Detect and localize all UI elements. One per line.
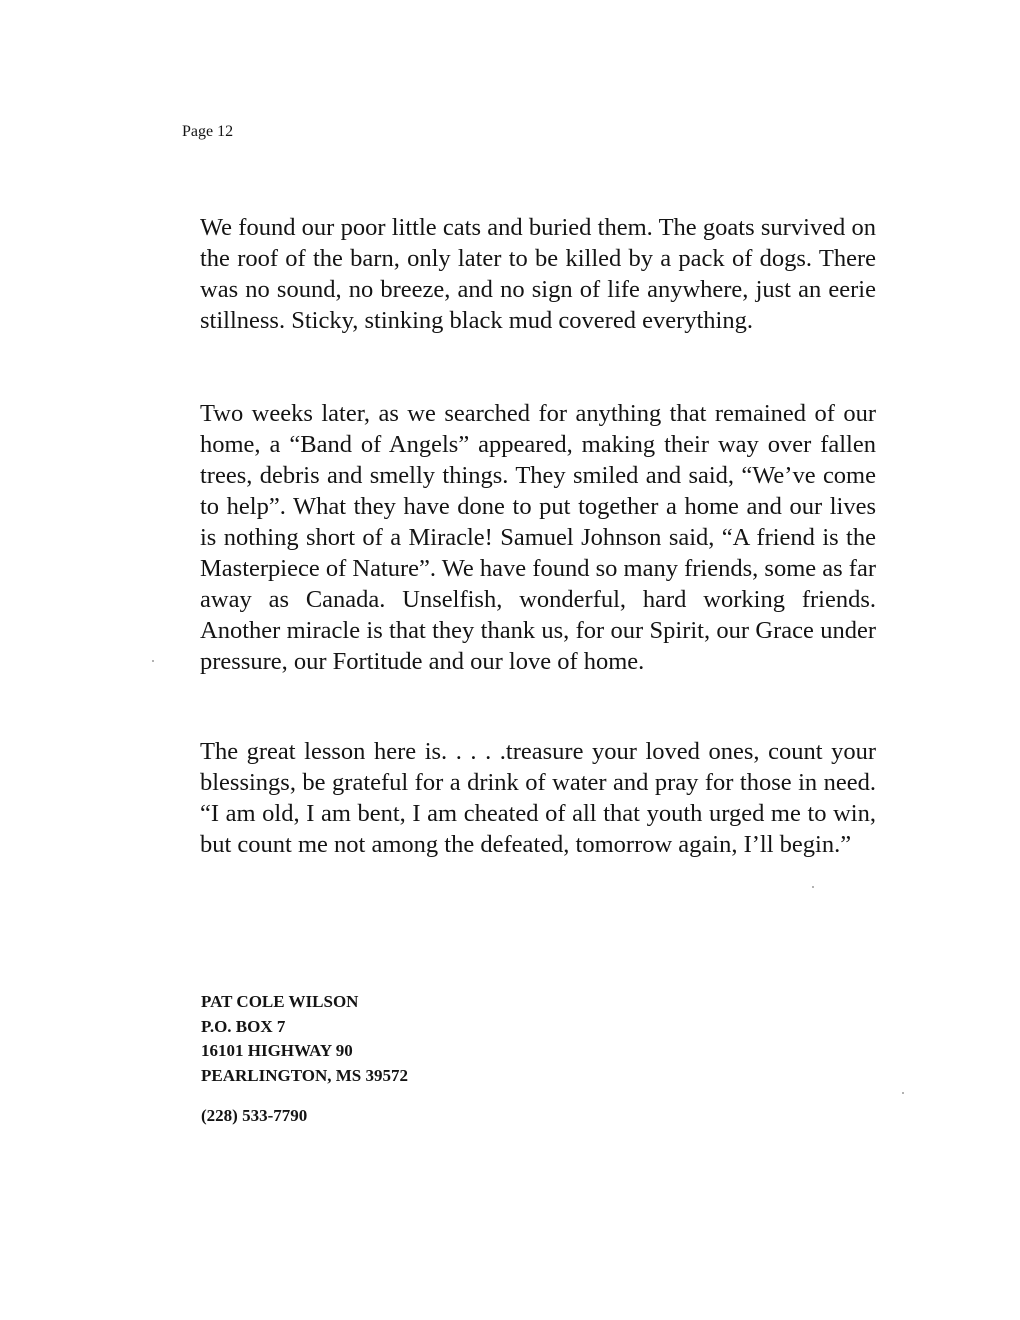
scan-speck (902, 1092, 904, 1094)
contact-street: 16101 HIGHWAY 90 (201, 1041, 353, 1060)
paragraph-1: We found our poor little cats and buried them. The goats survived on the roof of the barn, only later to be killed by a pack of dogs. There was no sound, no breeze, and no sign of life anywhere, just an eerie stillness. Sticky, stinking black mud covered everything. (200, 214, 876, 334)
contact-po-box: P.O. BOX 7 (201, 1016, 286, 1036)
address-block (201, 990, 408, 1088)
scan-speck (152, 660, 154, 662)
paragraph-2: Two weeks later, as we searched for anything that remained of our home, a “Band of Angels” appeared, making their way over fallen trees, debris and smelly things. They smiled and said, “We’ve come to help”. What they have done to put together a home and our lives is nothing short of a Miracle! Samuel Johnson said, “A friend is the Masterpiece of Nature”. We have found so many friends, some as far away as Canada. Unselfish, wonderful, hard working friends. Another miracle is that they thank us, for our Spirit, our Grace under pressure, our Fortitude and our love of home. (200, 400, 876, 675)
contact-name: PAT COLE WILSON (201, 992, 359, 1011)
page-number: Page 12 (182, 123, 234, 140)
paragraph-3: The great lesson here is. . . . .treasure your loved ones, count your blessings, be grateful for a drink of water and pray for those in need. “I am old, I am bent, I am cheated of all that youth urged me to win, but count me not among the defeated, tomorrow again, I’ll begin.” (200, 738, 876, 858)
contact-city-state-zip: PEARLINGTON, MS 39572 (201, 1065, 409, 1085)
contact-phone: (228) 533-7790 (201, 1106, 308, 1125)
scan-speck (812, 886, 814, 888)
